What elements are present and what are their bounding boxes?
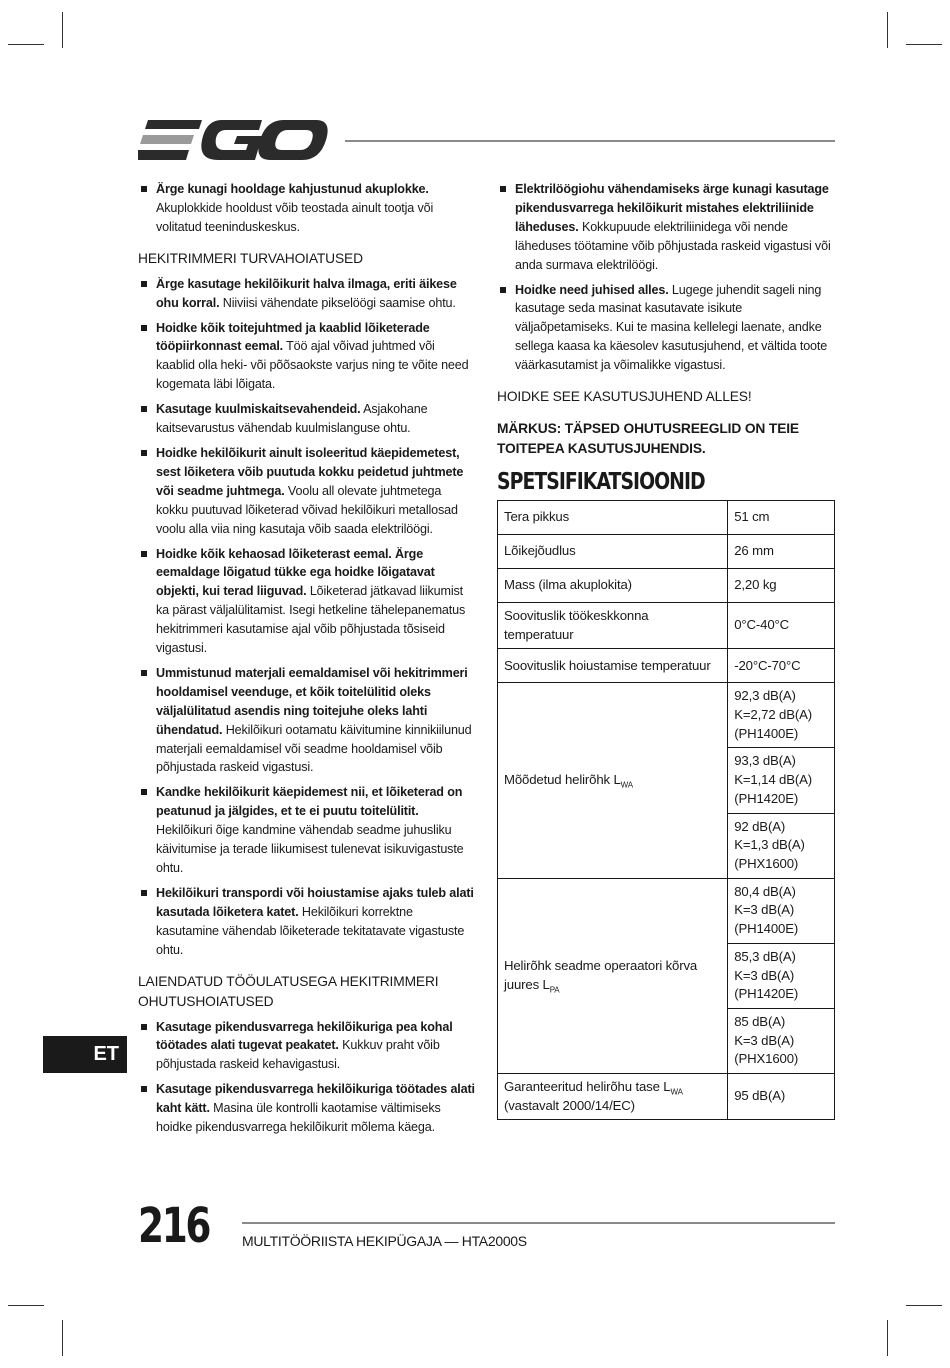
table-row (498, 602, 835, 648)
model-value: (PHX1600) (734, 856, 799, 871)
bullet-square-icon (141, 186, 147, 192)
k-value: K=3 dB(A) (734, 967, 795, 983)
right-column (497, 180, 835, 1120)
bullet-bold: Hekilõikuri transpordi või hoiustamise ajaks tuleb alati kasutada lõiketera katet. (156, 885, 474, 919)
model-value: (PH1420E) (734, 986, 799, 1002)
db-value: 92 dB(A) (734, 818, 786, 834)
spec-value (728, 943, 835, 1008)
spec-value: 95 dB(A) (728, 1074, 835, 1120)
spec-value: -20°C-70°C (728, 649, 835, 683)
bullet-text: Masina üle kontrolli kaotamise vältimiseks hoidke pikendusvarrega hekilõikurit mõlema käega. (156, 1101, 441, 1135)
bullet-square-icon (141, 551, 147, 557)
bullet-bold: Elektrilöögiohu vähendamiseks ärge kunagi kasutage pikendusvarrega hekilõikurit mistahes elektriliinide läheduses. (515, 182, 829, 234)
spec-label: Lõikejõudlus (498, 534, 728, 568)
db-value: 85 dB(A) (734, 1013, 786, 1029)
section-heading: HEKITRIMMERI TURVAHOIATUSED (138, 250, 363, 266)
list-item (138, 400, 476, 438)
spec-title: SPETSIFIKATSIOONID (497, 469, 705, 496)
subscript: WA (670, 1087, 683, 1097)
spec-label (498, 683, 728, 878)
crop-mark (8, 1305, 44, 1306)
spec-label: Mass (ilma akuplokita) (498, 568, 728, 602)
bullet-text: Kukkuv praht võib põhjustada raskeid kehavigastusi. (156, 1038, 440, 1072)
spec-label (498, 1074, 728, 1120)
bullet-square-icon (141, 670, 147, 676)
table-row (498, 568, 835, 602)
spec-label-text: Garanteeritud helirõhu tase L (504, 1079, 671, 1095)
db-value: 93,3 dB(A) (734, 753, 796, 769)
crop-mark (62, 1320, 63, 1356)
table-row (498, 534, 835, 568)
list-item (138, 545, 476, 658)
list-item (138, 1080, 476, 1137)
crop-mark (906, 44, 942, 45)
list-item (138, 275, 476, 313)
crop-mark (62, 12, 63, 48)
bullet-bold: Kasutage pikendusvarrega hekilõikuriga töötades alati kaht kätt. (156, 1082, 475, 1116)
page-number: 216 (138, 1198, 210, 1254)
model-value: (PH1400E) (734, 725, 799, 741)
table-row (498, 683, 835, 748)
bullet-text: Lõiketerad jätkavad liikumist ka pärast väljalülitamist. Isegi hetkeline tähelepanematus hekitrimmeri kasutamise ajal võib põhjustada tõsiseid vigastusi. (156, 584, 466, 656)
spec-label: Tera pikkus (498, 500, 728, 534)
bullet-text: Lugege juhendit sageli ning kasutage seda masinat kasutavate isikute väljaõpetamiseks. Kui te masina kellelegi laenate, andke sellega kaasa ka käesolev kasutusjuhend, et vältida toote väärkasutamist ja võimalikke vigastusi. (515, 282, 828, 373)
list-item (138, 319, 476, 395)
spec-value (728, 1008, 835, 1073)
bullet-bold: Hoidke need juhised alles. (515, 282, 669, 297)
list-item (138, 783, 476, 878)
bullet-square-icon (500, 186, 506, 192)
spec-value: 0°C-40°C (728, 602, 835, 648)
spec-label (498, 878, 728, 1073)
db-value: 80,4 dB(A) (734, 883, 796, 899)
list-item (497, 180, 835, 275)
bullet-square-icon (141, 406, 147, 412)
bullet-bold: Kandke hekilõikurit käepidemest nii, et lõiketerad on peatunud ja jälgides, et te ei puutu toitelülitit. (156, 785, 463, 819)
spec-label: Soovituslik töökeskkonna temperatuur (498, 602, 728, 648)
crop-mark (887, 1320, 888, 1356)
language-tab: ET (43, 1036, 127, 1073)
bullet-text: Asjakohane kaitsevarustus vähendab kuulmislanguse ohtu. (156, 402, 428, 436)
spec-value (728, 683, 835, 748)
subscript: WA (620, 780, 633, 790)
bullet-text: Kokkupuude elektriliinidega või nende läheduses töötamine võib põhjustada raskeid vigastusi või anda surmava elektrilöögi. (515, 219, 831, 272)
spec-value: 2,20 kg (728, 568, 835, 602)
spec-label-text: Mõõdetud helirõhk L (504, 772, 621, 788)
bullet-square-icon (141, 325, 147, 331)
bullet-text: Niiviisi vähendate pikselöögi saamise ohtu. (219, 295, 456, 310)
bullet-square-icon (141, 281, 147, 287)
footer-text: MULTITÖÖRIISTA HEKIPÜGAJA — HTA2000S (242, 1233, 527, 1249)
section-heading: LAIENDATUD TÖÖULATUSEGA HEKITRIMMERI OHUTUSHOIATUSED (138, 973, 439, 1009)
crop-mark (887, 12, 888, 48)
bullet-text: Hekilõikuri ootamatu käivitumine kinnikiilunud materjali eemaldamisel või seadme hooldamisel võib põhjustada raskeid vigastusi. (156, 722, 472, 775)
bullet-bold: Ummistunud materjali eemaldamisel või hekitrimmeri hooldamisel veenduge, et kõik toitelülitid oleks väljalülitatud asendis ning toitejuhe oleks lahti ühendatud. (156, 665, 468, 737)
spec-value: 51 cm (728, 500, 835, 534)
k-value: K=3 dB(A) (734, 902, 795, 918)
bullet-square-icon (500, 287, 506, 293)
left-column (138, 180, 476, 1143)
bullet-bold: Kasutage kuulmiskaitsevahendeid. (156, 402, 361, 417)
spec-value (728, 748, 835, 813)
bullet-text: Töö ajal võivad juhtmed või kaablid olla heki- või põõsaokste varjus ning te võite need kogemata läbi lõigata. (156, 339, 469, 392)
k-value: K=3 dB(A) (734, 1032, 795, 1048)
model-value: (PH1420E) (734, 790, 799, 806)
list-item (138, 1018, 476, 1075)
k-value: K=1,14 dB(A) (734, 772, 812, 788)
k-value: K=2,72 dB(A) (734, 707, 812, 723)
bullet-bold: Ärge kunagi hooldage kahjustunud akuplokke. (156, 182, 429, 196)
table-row (498, 1074, 835, 1120)
db-value: 85,3 dB(A) (734, 948, 796, 964)
list-item (138, 664, 476, 777)
list-item (138, 884, 476, 960)
model-value: (PHX1600) (734, 1051, 799, 1067)
table-row (498, 500, 835, 534)
bullet-bold: Kasutage pikendusvarrega hekilõikuriga pea kohal töötades alati tugevat peakatet. (156, 1019, 453, 1053)
spec-label-text: Helirõhk seadme operaatori kõrva juures L (504, 958, 698, 992)
bullet-bold: Hoidke kõik toitejuhtmed ja kaablid lõiketerade tööpiirkonnast eemal. (156, 320, 430, 354)
note-heading: MÄRKUS: TÄPSED OHUTUSREEGLID ON TEIE TOITEPEA KASUTUSJUHENDIS. (497, 421, 799, 457)
spec-table (497, 500, 835, 1120)
bullet-square-icon (141, 1024, 147, 1030)
bullet-square-icon (141, 1086, 147, 1092)
bullet-text: Akuplokkide hooldust võib teostada ainult tootja või volitatud teeninduskeskus. (156, 200, 434, 234)
bullet-bold: Hoidke kõik kehaosad lõiketerast eemal. Ärge eemaldage lõigatud tükke ega hoidke lõigatavat objekti, kui terad liiguvad. (156, 546, 435, 599)
bullet-text: Voolu all olevate juhtmetega kokku puutuvad lõiketerad võivad hekilõikuri metallosad voolu alla viia ning kasutaja võib saada elektrilöögi. (156, 483, 458, 536)
bullet-square-icon (141, 890, 147, 896)
list-item (497, 281, 835, 376)
bullet-text: Hekilõikuri õige kandmine vähendab seadme juhusliku käivitumise ja terade liikumisest tulenevat isikuvigastuste ohtu. (156, 823, 464, 875)
table-row (498, 649, 835, 683)
spec-value: 26 mm (728, 534, 835, 568)
header-rule (345, 140, 835, 142)
crop-mark (906, 1305, 942, 1306)
ego-logo (138, 118, 328, 162)
bullet-bold: Ärge kasutage hekilõikurit halva ilmaga, eriti äikese ohu korral. (156, 276, 457, 310)
table-row (498, 878, 835, 943)
keep-manual-heading: HOIDKE SEE KASUTUSJUHEND ALLES! (497, 389, 752, 405)
subscript: PA (549, 985, 560, 995)
bullet-text: Hekilõikuri korrektne kasutamine vähendab lõiketerade tekitatavate vigastuste ohtu. (156, 904, 465, 957)
list-item (138, 444, 476, 539)
k-value: K=1,3 dB(A) (734, 837, 805, 853)
db-value: 92,3 dB(A) (734, 688, 796, 704)
model-value: (PH1400E) (734, 921, 799, 937)
list-item (138, 180, 476, 237)
spec-value (728, 878, 835, 943)
footer-rule (242, 1222, 835, 1224)
bullet-bold: Hoidke hekilõikurit ainult isoleeritud käepidemetest, sest lõiketera võib puutuda kokku peidetud juhtmete või seadme juhtmega. (156, 445, 464, 498)
spec-label-text: (vastavalt 2000/14/EC) (504, 1097, 635, 1113)
bullet-square-icon (141, 789, 147, 795)
spec-label: Soovituslik hoiustamise temperatuur (498, 649, 728, 683)
bullet-square-icon (141, 450, 147, 456)
crop-mark (8, 44, 44, 45)
spec-value (728, 813, 835, 878)
